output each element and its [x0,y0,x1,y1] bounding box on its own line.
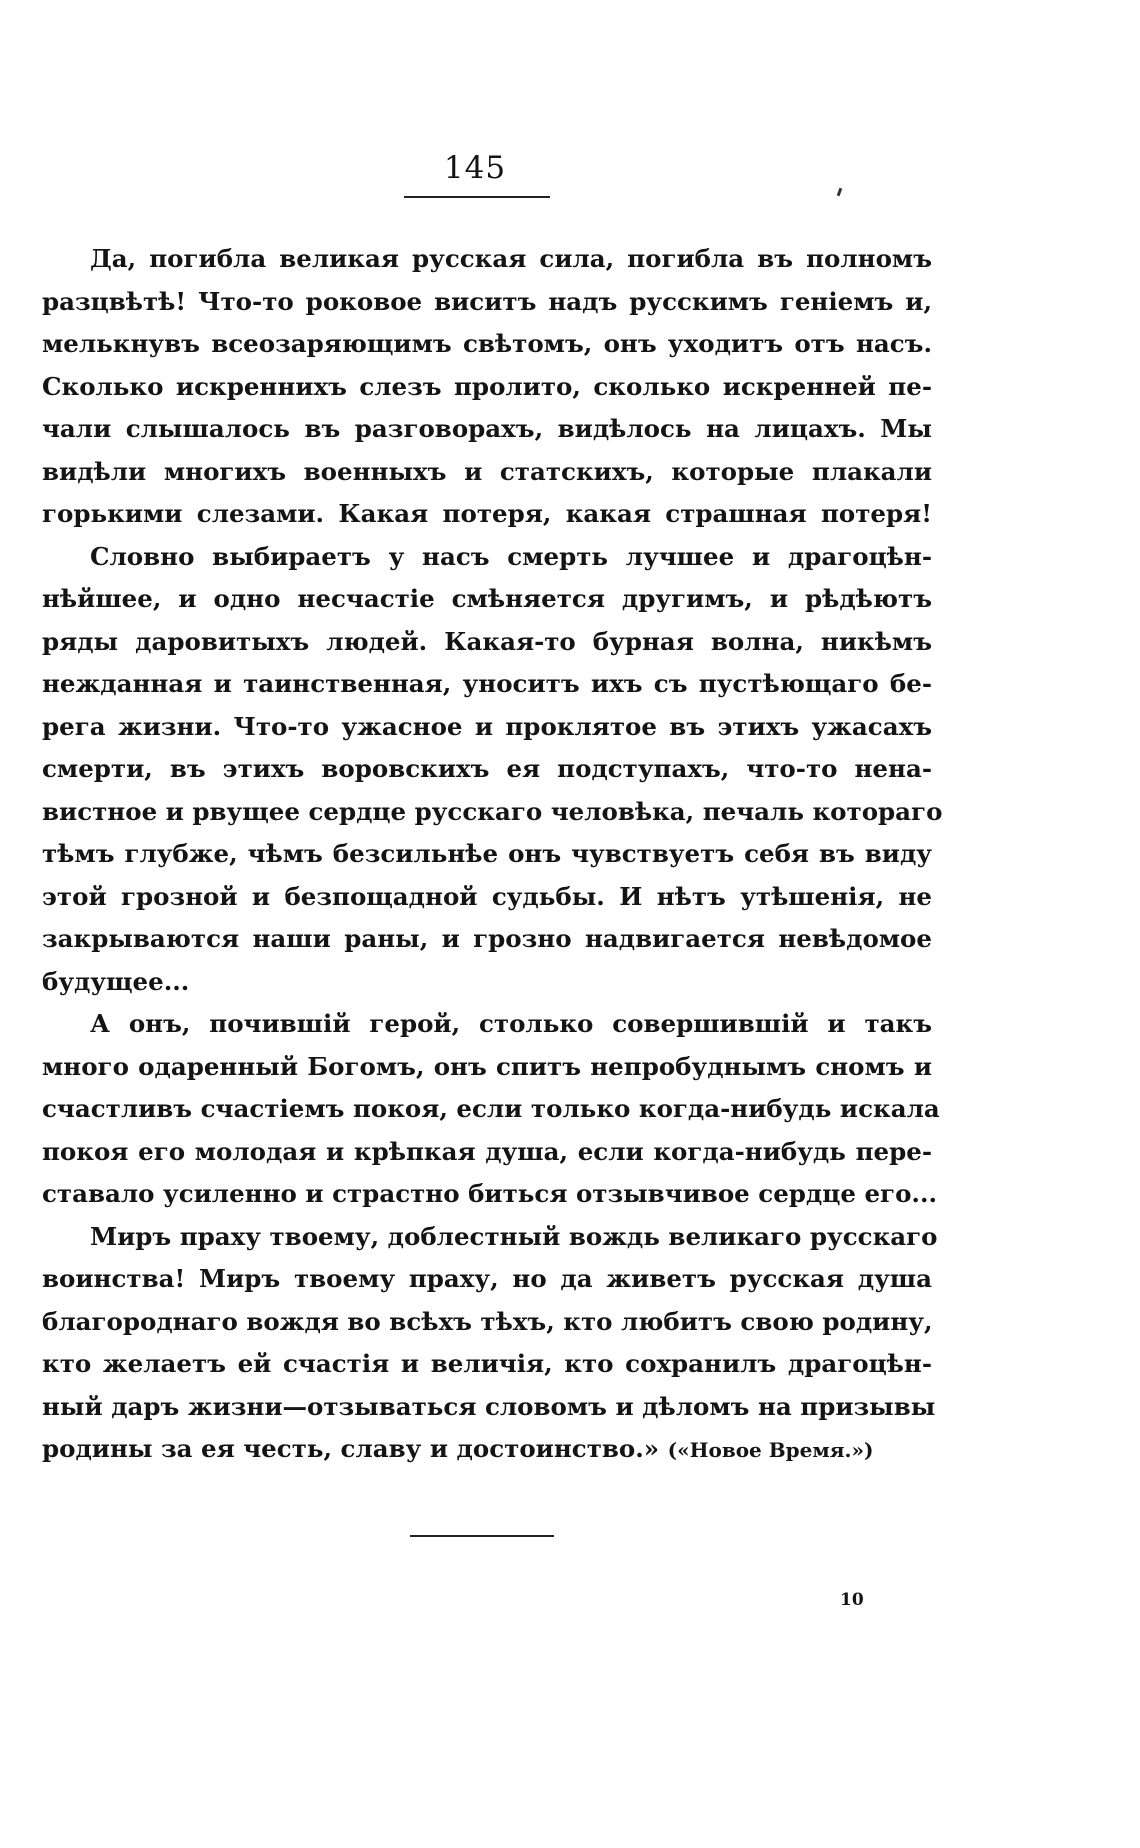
text-line: мелькнувъ всеозаряющимъ свѣтомъ, онъ уходитъ отъ насъ. [42,329,932,358]
text-line: чали слышалось въ разговорахъ, видѣлось на лицахъ. Мы [42,414,932,443]
text-line: благороднаго вождя во всѣхъ тѣхъ, кто любитъ свою родину, [42,1306,933,1336]
text-line: рега жизни. Что-то ужасное и проклятое въ этихъ ужасахъ [42,711,932,741]
text-line: Сколько искреннихъ слезъ пролито, сколько искренней пе- [42,371,932,401]
text-line: счастливъ счастіемъ покоя, если только когда-нибудь искала [42,1094,940,1123]
text-line: будущее... [42,966,190,996]
text-line: Миръ праху твоему, доблестный вождь великаго русскаго [90,1221,938,1251]
text-line: смерти, въ этихъ воровскихъ ея подступахъ, что-то нена- [42,754,932,783]
text-line: видѣли многихъ военныхъ и статскихъ, которые плакали [42,456,932,486]
paragraph-3 [42,1003,940,1216]
print-speck [837,188,843,197]
text-line: горькими слезами. Какая потеря, какая страшная потеря! [42,499,932,528]
text-line: нѣйшее, и одно несчастіе смѣняется другимъ, и рѣдѣютъ [42,584,932,613]
page-number: 145 [443,150,507,186]
text-line: Да, погибла великая русская сила, погибла въ полномъ [90,244,932,273]
text-line: Словно выбираетъ у насъ смерть лучшее и драгоцѣн- [90,541,932,571]
text-line: закрываются наши раны, и грозно надвигается невѣдомое [42,924,932,953]
paragraph-2 [42,536,943,1004]
text-line: нежданная и таинственная, уноситъ ихъ съ пустѣющаго бе- [42,669,932,698]
text-line: А онъ, почившій герой, столько совершившій и такъ [90,1009,932,1038]
text-line: кто желаетъ ей счастія и величія, кто сохранилъ драгоцѣн- [42,1349,932,1378]
text-line: этой грозной и безпощадной судьбы. И нѣтъ утѣшенія, не [42,881,932,911]
text-line: ряды даровитыхъ людей. Какая-то бурная волна, никѣмъ [42,626,932,656]
end-rule [410,1535,554,1537]
page-number-rule [404,196,550,198]
text-line: вистное и рвущее сердце русскаго человѣка, печаль котораго [42,796,943,826]
paragraph-4 [42,1216,938,1471]
paragraph-1 [42,238,932,536]
text-line: тѣмъ глубже, чѣмъ безсильнѣе онъ чувствуетъ себя въ виду [42,839,932,868]
signature-mark: 10 [840,1590,864,1610]
text-line-with-source [42,1428,932,1471]
body-text [42,238,943,1471]
text-line: ставало усиленно и страстно биться отзывчивое сердце его... [42,1179,938,1208]
text-line: много одаренный Богомъ, онъ спитъ непробуднымъ сномъ и [42,1051,932,1081]
text-line: ный даръ жизни—отзываться словомъ и дѣломъ на призывы [42,1391,936,1421]
text-line: разцвѣтѣ! Что-то роковое виситъ надъ русскимъ геніемъ и, [42,286,932,316]
text-line: воинства! Миръ твоему праху, но да живетъ русская душа [42,1264,932,1293]
text-line: родины за ея честь, славу и достоинство.» [42,1434,660,1463]
text-line: покоя его молодая и крѣпкая душа, если когда-нибудь пере- [42,1136,932,1166]
source-citation: («Новое Время.») [667,1438,874,1462]
